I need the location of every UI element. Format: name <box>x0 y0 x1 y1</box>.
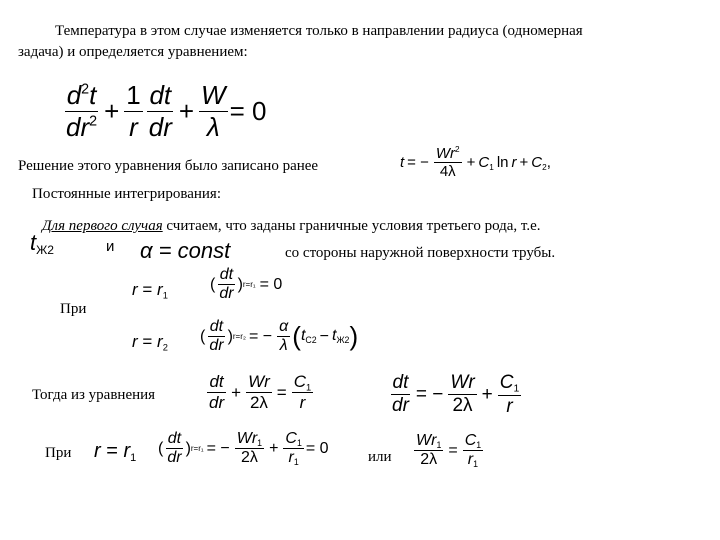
outer-surface-text: со стороны наружной поверхности трубы. <box>285 245 556 261</box>
solution-text: Решение этого уравнения было записано ранее <box>18 158 319 174</box>
bc1-equation: ( $\frac{dt}{dr}$ ) r=r₁ = 0 <box>210 266 283 302</box>
or-text: или <box>368 449 392 465</box>
fluid-temperature-symbol: $t_{Ж2}$ <box>30 230 55 258</box>
constants-text: Постоянные интегрирования: <box>32 186 221 202</box>
when-label-2: При <box>45 445 72 461</box>
bc3-equation: ( $\frac{dt}{dr}$ ) r=r₁ = − $\frac{Wr_1}{2\lambda}$ + $\frac{C_1}{r_1}$ = 0 <box>158 430 329 468</box>
final-equation: $\frac{Wr_1}{2\lambda}$ = $\frac{C_1}{r_1}$ <box>416 432 482 470</box>
main-eq-rhs: = 0 <box>229 96 267 126</box>
derivative-solved-equation: $\frac{dt}{dr}$ = − $\frac{Wr}{2\lambda}$ + $\frac{C_1}{r}$ <box>392 372 520 417</box>
alpha-const-equation: α = const <box>140 238 231 263</box>
bc1-rhs: = 0 <box>259 275 283 293</box>
bc2-radius: $r = r_2$ <box>132 332 168 353</box>
first-case-emphasis: Для первого случая <box>42 218 163 234</box>
bc3-radius: $r = r_1$ <box>94 440 137 464</box>
derivative-equation: $\frac{dt}{dr}$ + $\frac{Wr}{2\lambda}$ = $\frac{C_1}{r}$ <box>209 372 312 413</box>
bc3-rhs: = 0 <box>305 439 329 457</box>
then-text: Тогда из уравнения <box>32 387 156 403</box>
when-label-1: При <box>60 301 87 317</box>
paragraph-line-2: задача) и определяется уравнением: <box>18 44 248 60</box>
general-solution-equation: t = − $\frac{Wr^2}{4\lambda}$ + $C_1$ ln r + $C_2$ , <box>400 145 551 181</box>
paragraph-line-1: Температура в этом случае изменяется только в направлении радиуса (одномерная <box>55 23 583 39</box>
main-differential-equation: $\frac{d^2t}{dr^2}$ + $\frac{1}{r}$ $\frac{dt}{dr}$ + $\frac{W}{\lambda}$ = 0 <box>66 80 267 142</box>
first-case-text <box>42 217 541 235</box>
first-case-rest: считаем, что заданы граничные условия третьего рода, т.е. <box>162 218 541 234</box>
bc2-equation: ( $\frac{dt}{dr}$ ) r=r₂ = − $\frac{\alpha}{\lambda}$ ( $t_{C2}$ − $t_{Ж2}$ ) <box>200 318 359 354</box>
and-text: и <box>106 238 115 255</box>
ln-label: ln <box>496 154 509 172</box>
bc1-radius: $r = r_1$ <box>132 280 168 301</box>
